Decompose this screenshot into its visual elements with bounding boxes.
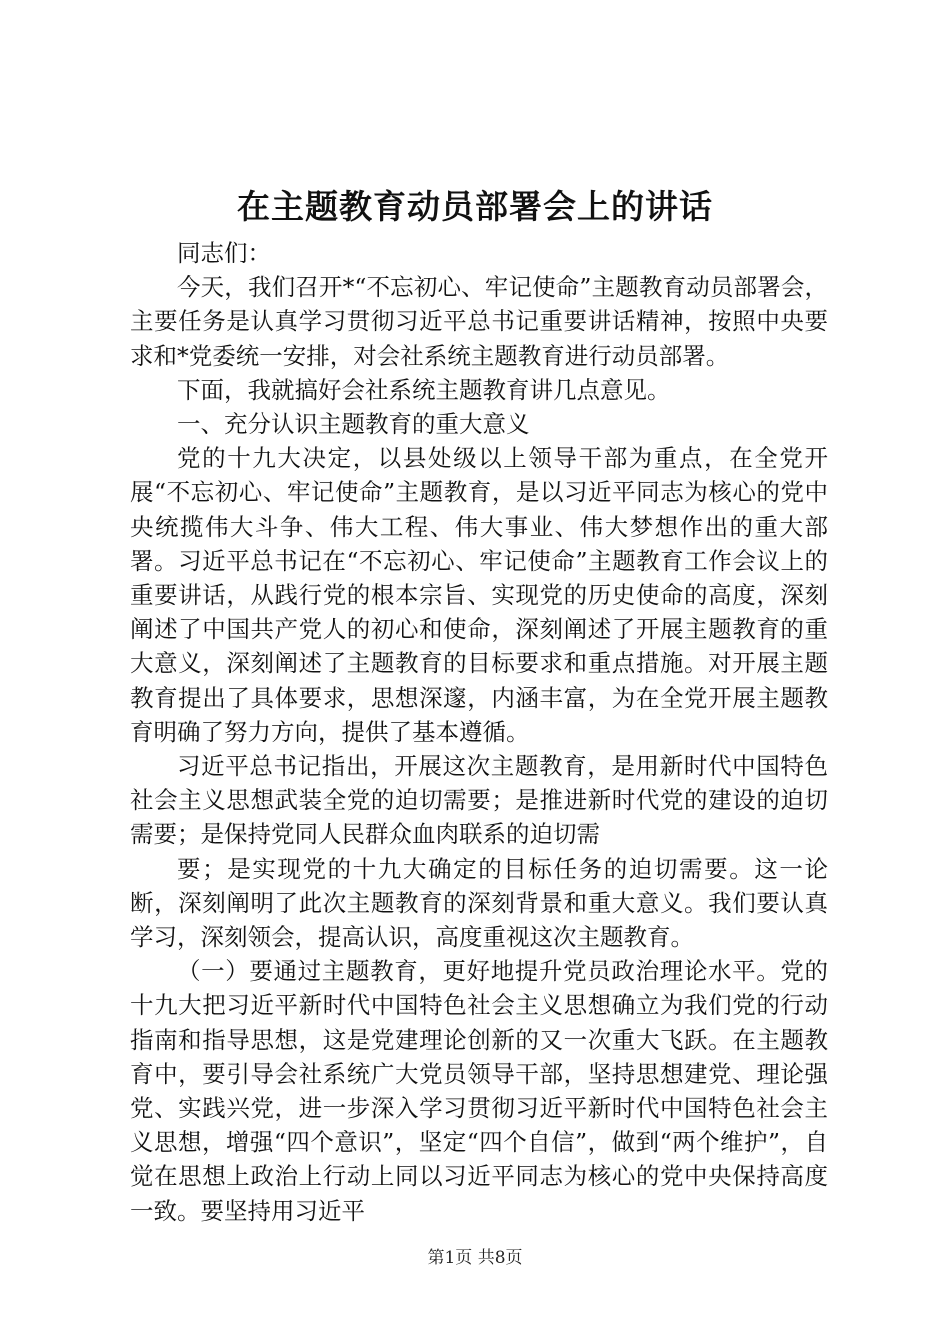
page-footer: 第1页 共8页 — [427, 1248, 523, 1268]
paragraph-body: 习近平总书记指出，开展这次主题教育，是用新时代中国特色社会主义思想武装全党的迫切需要；是推进新时代党的建设的迫切需要；是保持党同人民群众血肉联系的迫切需 — [130, 752, 828, 849]
paragraph-subsection-1: （一）要通过主题教育，更好地提升党员政治理论水平。党的十九大把习近平新时代中国特色社会主义思想确立为我们党的行动指南和指导思想，这是党建理论创新的又一次重大飞跃。在主题教育中，要引导会社系统广大党员领导干部，坚持思想建党、理论强党、实践兴党，进一步深入学习贯彻习近平新时代中国特色社会主义思想，增强“四个意识”，坚定“四个自信”，做到“两个维护”，自觉在思想上政治上行动上同以习近平同志为核心的党中央保持高度一致。要坚持用习近平 — [130, 957, 828, 1225]
section-heading-1: 一、充分认识主题教育的重大意义 — [177, 410, 530, 439]
paragraph-body: 党的十九大决定，以县处级以上领导干部为重点，在全党开展“不忘初心、牢记使命”主题教育，是以习近平同志为核心的党中央统揽伟大斗争、伟大工程、伟大事业、伟大梦想作出的重大部署。习近平总书记在“不忘初心、牢记使命”主题教育工作会议上的重要讲话，从践行党的根本宗旨、实现党的历史使命的高度，深刻阐述了中国共产党人的初心和使命，深刻阐述了开展主题教育的重大意义，深刻阐述了主题教育的目标要求和重点措施。对开展主题教育提出了具体要求，思想深邃，内涵丰富，为在全党开展主题教育明确了努力方向，提供了基本遵循。 — [130, 444, 828, 746]
document-body — [130, 236, 828, 1228]
document-title: 在主题教育动员部署会上的讲话 — [237, 187, 713, 226]
paragraph-intro: 下面，我就搞好会社系统主题教育讲几点意见。 — [177, 375, 671, 404]
paragraph-opening: 今天，我们召开*“不忘初心、牢记使命”主题教育动员部署会，主要任务是认真学习贯彻习近平总书记重要讲话精神，按照中央要求和*党委统一安排，对会社系统主题教育进行动员部署。 — [130, 273, 828, 370]
paragraph-body: 要；是实现党的十九大确定的目标任务的迫切需要。这一论断，深刻阐明了此次主题教育的深刻背景和重大意义。我们要认真学习，深刻领会，提高认识，高度重视这次主题教育。 — [130, 854, 828, 952]
paragraph-salutation: 同志们： — [177, 239, 271, 267]
